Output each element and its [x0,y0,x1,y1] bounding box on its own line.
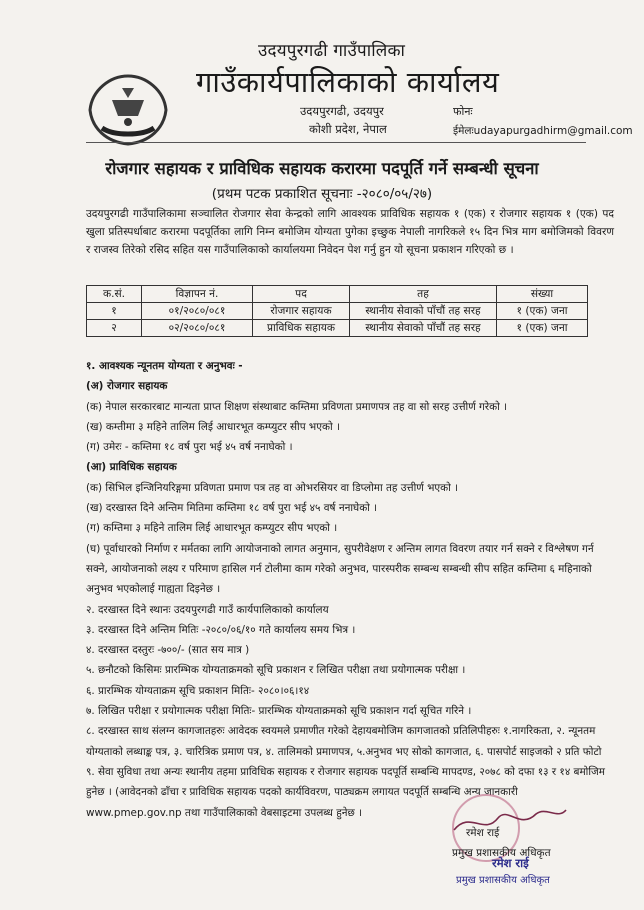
cell-post: प्राविधिक सहायक [253,320,350,337]
cell-level: स्थानीय सेवाको पाँचौं तह सरह [350,320,497,337]
section-application-place: २. दरखास्त दिने स्थानः उदयपुरगढी गाउँ कार्यपालिकाको कार्यालय [86,603,329,616]
section-shortlist-date: ६. प्रारम्भिक योग्यताक्रम सूचि प्रकाशन मितिः- २०८०।०६।१४ [86,684,310,697]
section-selection-method: ५. छनौटको किसिमः प्रारम्भिक योग्यताक्रमको सूचि प्रकाशन र लिखित परीक्षा तथा प्रयोगात्मक परीक्षा । [86,664,466,677]
section-deadline: ३. दरखास्त दिने अन्तिम मितिः -२०८०/०६/१० गते कार्यालय समय भित्र । [86,623,356,636]
signatory-title: प्रमुख प्रशासकीय अधिकृत [452,847,551,859]
phone-label: फोनः [453,105,473,118]
table-header-row [87,286,588,303]
municipality-name: उदयपुरगढी गाउँपालिका [258,41,406,61]
list-item: (ख) कम्तीमा ३ महिने तालिम लिई आधारभूत कम्प्युटर सीप भएको । [86,420,340,433]
col-ad-number: विज्ञापन नं. [142,286,253,303]
list-item: (घ) पूर्वाधारको निर्माण र मर्मतका लागि आयोजनाको लागत अनुमान, सुपरीवेक्षण र अन्तिम लागत विवरण तयार गर्न सक्ने र विश्लेषण गर्न सक्ने, आयोजनाको लक्ष्य र परिमाण हासिल गर्न टोलीमा काम गरेको अनुभव, पारस्परीक सम्बन्ध सम्बन्धी सीप सहित कम्तिमा ६ महिनाको अनुभव भएकोलाई गाह्यता दिइनेछ । [86,542,594,596]
section-exam-date: ७. लिखित परीक्षा र प्रयोगात्मक परीक्षा मितिः- प्रारम्भिक योग्यताक्रमको सूचि प्रकाशन गर्दा सूचित गरिने । [86,705,472,718]
col-serial: क.सं. [87,286,142,303]
table-row [87,320,588,337]
signatory-name: रमेश राई [466,827,500,839]
list-item: (ख) दरखास्त दिने अन्तिम मितिमा कम्तिमा १८ वर्ष पुरा भई ४५ वर्ष ननाघेको । [86,502,378,515]
address-line-1: उदयपुरगढी, उदयपुर [300,104,384,118]
list-item: (क) सिभिल इन्जिनियरिङ्गमा प्रविणता प्रमाण पत्र तह वा ओभरसियर वा डिप्लोमा तह उत्तीर्ण भएको । [86,481,459,494]
cell-serial: २ [87,320,142,337]
stamp-signatory-title: प्रमुख प्रशासकीय अधिकृत [456,875,550,886]
nepal-emblem-icon [84,70,172,150]
list-item: (क) नेपाल सरकारबाट मान्यता प्राप्त शिक्षण संस्थाबाट कम्तिमा प्रविणता प्रमाणपत्र तह वा सो सरह उत्तीर्ण गरेको । [86,400,508,413]
cell-count: १ (एक) जना [497,320,588,337]
email-address: ईमेलःudayapurgadhirm@gmail.com [453,125,633,137]
cell-post: रोजगार सहायक [253,303,350,320]
subsection-technical-assistant: (आ) प्राविधिक सहायक [86,461,177,474]
address-line-2: कोशी प्रदेश, नेपाल [309,122,387,136]
cell-serial: १ [87,303,142,320]
list-item: (ग) कम्तिमा ३ महिने तालिम लिई आधारभूत कम्प्युटर सीप भएको । [86,522,338,535]
section-facilities: ९. सेवा सुविधा तथा अन्यः स्थानीय तहमा प्राविधिक सहायक र रोजगार सहायक पदपूर्ति सम्बन्धि मापदण्ड, २०७८ को दफा १३ र १४ बमोजिम हुनेछ । (आवेदनको ढाँचा र प्राविधिक सहायक पदको कार्यविवरण, पाठ्यक्रम लगायत पदपूर्ति सम्बन्धि अन्य जानकारी www.pmep.gov.np तथा गाउँपालिकाको वेबसाइटमा उपलब्ध हुनेछ । [86,765,605,819]
section-documents: ८. दरखास्त साथ संलग्न कागजातहरुः आवेदक स्वयमले प्रमाणीत गरेको देहायबमोजिम कागजातको प्रतिलिपीहरुः १.नागरिकता, २. न्यूनतम योग्यताको लब्धाङ्क पत्र, ३. चारित्रिक प्रमाण पत्र, ४. तालिमको प्रमाणपत्र, ५.अनुभव भए सोको कागजात, ६. पासपोर्ट साइजको २ प्रति फोटो [86,725,602,758]
col-level: तह [350,286,497,303]
table-row [87,303,588,320]
col-count: संख्या [497,286,588,303]
header-divider [86,142,586,143]
cell-ad-number: ०१/२०८०/०८१ [142,303,253,320]
cell-count: १ (एक) जना [497,303,588,320]
notice-body [86,356,614,823]
list-item: (ग) उमेरः - कम्तिमा १८ वर्ष पुरा भई ४५ वर्ष ननाघेको । [86,441,293,454]
notice-subtitle: (प्रथम पटक प्रकाशित सूचनाः -२०८०/०५/२७) [211,186,433,202]
notice-title: रोजगार सहायक र प्राविधिक सहायक करारमा पदपूर्ति गर्ने सम्बन्धी सूचना [105,159,539,178]
vacancy-table [86,285,588,337]
subsection-employment-assistant: (अ) रोजगार सहायक [86,380,168,393]
cell-ad-number: ०२/२०८०/०८१ [142,320,253,337]
col-post: पद [253,286,350,303]
intro-paragraph: उदयपुरगढी गाउँपालिकामा सञ्चालित रोजगार सेवा केन्द्रको लागि आवश्यक प्राविधिक सहायक १ (एक) र रोजगार सहायक १ (एक) पद खुला प्रतिस्पर्धाबाट करारमा पदपूर्तिका लागि निम्न बमोजिम योग्यता पुगेका इच्छुक नेपाली नागरिकले १५ दिन भित्र माग बमोजिमको विवरण र राजस्व तिरेको रसिद सहित यस गाउँपालिकाको कार्यालयमा निवेदन पेश गर्नु हुन यो सूचना प्रकाशन गरिएको छ । [86,208,614,256]
cell-level: स्थानीय सेवाको पाँचौं तह सरह [350,303,497,320]
section-qualification-heading: १. आवश्यक न्यूनतम योग्यता र अनुभवः - [86,360,243,372]
section-fee: ४. दरखास्त दस्तुरः -७००/- (सात सय मात्र ) [86,644,250,657]
office-name: गाउँकार्यपालिकाको कार्यालय [196,65,500,99]
stamp-signatory-name: रमेश राई [492,856,529,870]
